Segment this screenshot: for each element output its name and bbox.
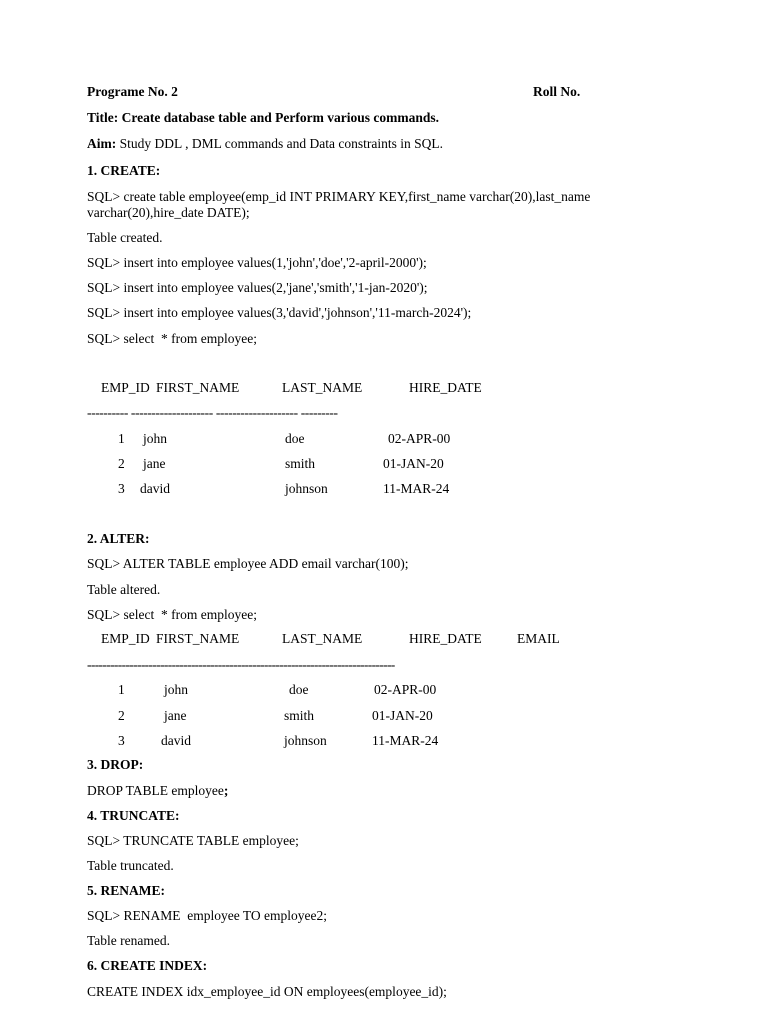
table-cell: 1 — [118, 431, 125, 446]
alter-result: Table altered. — [87, 582, 161, 597]
drop-sql-line — [87, 783, 228, 799]
table-cell: smith — [284, 708, 315, 723]
create-heading: 1. CREATE: — [87, 163, 161, 178]
table-cell: 2 — [118, 456, 125, 471]
table-cell: john — [143, 431, 168, 446]
column-header-first-name: FIRST_NAME — [156, 380, 240, 395]
aim-label: Aim: — [87, 136, 117, 151]
rename-heading: 5. RENAME: — [87, 883, 165, 898]
truncate-heading: 4. TRUNCATE: — [87, 808, 180, 823]
drop-semicolon: ; — [223, 783, 229, 798]
create-index-heading: 6. CREATE INDEX: — [87, 958, 208, 973]
table-cell: smith — [285, 456, 316, 471]
insert-statement-2: SQL> insert into employee values(2,'jane','smith','1-jan-2020'); — [87, 280, 428, 295]
table-cell: 11-MAR-24 — [383, 481, 450, 496]
table-cell: doe — [289, 682, 309, 697]
aim-text: Study DDL , DML commands and Data constraints in SQL. — [116, 136, 443, 151]
create-result: Table created. — [87, 230, 163, 245]
aim-line — [87, 136, 443, 152]
title-line — [87, 110, 439, 126]
truncate-result: Table truncated. — [87, 858, 174, 873]
insert-statement-3: SQL> insert into employee values(3,'david','johnson','11-march-2024'); — [87, 305, 472, 320]
create-index-sql: CREATE INDEX idx_employee_id ON employees(employee_id); — [87, 984, 447, 999]
table-cell: jane — [164, 708, 187, 723]
table-cell: johnson — [284, 733, 327, 748]
roll-number: Roll No. — [533, 84, 581, 99]
title-text: Create database table and Perform various commands. — [118, 110, 439, 125]
table-cell: doe — [285, 431, 305, 446]
table-cell: 1 — [118, 682, 125, 697]
table-cell: 02-APR-00 — [388, 431, 451, 446]
select-statement: SQL> select * from employee; — [87, 331, 257, 346]
table-cell: 01-JAN-20 — [372, 708, 433, 723]
program-number: Programe No. 2 — [87, 84, 178, 99]
create-sql-line2: varchar(20),hire_date DATE); — [87, 205, 250, 220]
drop-heading: 3. DROP: — [87, 757, 144, 772]
column-header-last-name: LAST_NAME — [282, 380, 363, 395]
table-divider: ---------- -------------------- -------------------- --------- — [87, 405, 338, 420]
rename-result: Table renamed. — [87, 933, 171, 948]
table-cell: 01-JAN-20 — [383, 456, 444, 471]
table-cell: jane — [143, 456, 166, 471]
alter-select-statement: SQL> select * from employee; — [87, 607, 257, 622]
column-header-hire-date: HIRE_DATE — [409, 380, 482, 395]
title-label: Title: — [87, 110, 119, 125]
table-cell: 3 — [118, 733, 125, 748]
table-cell: 2 — [118, 708, 125, 723]
table-cell: 3 — [118, 481, 125, 496]
table-cell: david — [140, 481, 170, 496]
table-cell: david — [161, 733, 191, 748]
column-header-first-name: FIRST_NAME — [156, 631, 240, 646]
insert-statement-1: SQL> insert into employee values(1,'john','doe','2-april-2000'); — [87, 255, 427, 270]
alter-heading: 2. ALTER: — [87, 531, 150, 546]
column-header-last-name: LAST_NAME — [282, 631, 363, 646]
drop-sql: DROP TABLE employee — [87, 783, 224, 798]
table-divider: -------------------------------------------------------------------------------- — [87, 657, 395, 672]
rename-sql: SQL> RENAME employee TO employee2; — [87, 908, 327, 923]
truncate-sql: SQL> TRUNCATE TABLE employee; — [87, 833, 299, 848]
alter-sql: SQL> ALTER TABLE employee ADD email varchar(100); — [87, 556, 409, 571]
column-header-emp-id: EMP_ID — [101, 631, 150, 646]
table-cell: 02-APR-00 — [374, 682, 437, 697]
column-header-email: EMAIL — [517, 631, 560, 646]
column-header-emp-id: EMP_ID — [101, 380, 150, 395]
column-header-hire-date: HIRE_DATE — [409, 631, 482, 646]
create-sql-line1: SQL> create table employee(emp_id INT PRIMARY KEY,first_name varchar(20),last_name — [87, 189, 591, 204]
table-cell: john — [164, 682, 189, 697]
table-cell: johnson — [285, 481, 328, 496]
table-cell: 11-MAR-24 — [372, 733, 439, 748]
